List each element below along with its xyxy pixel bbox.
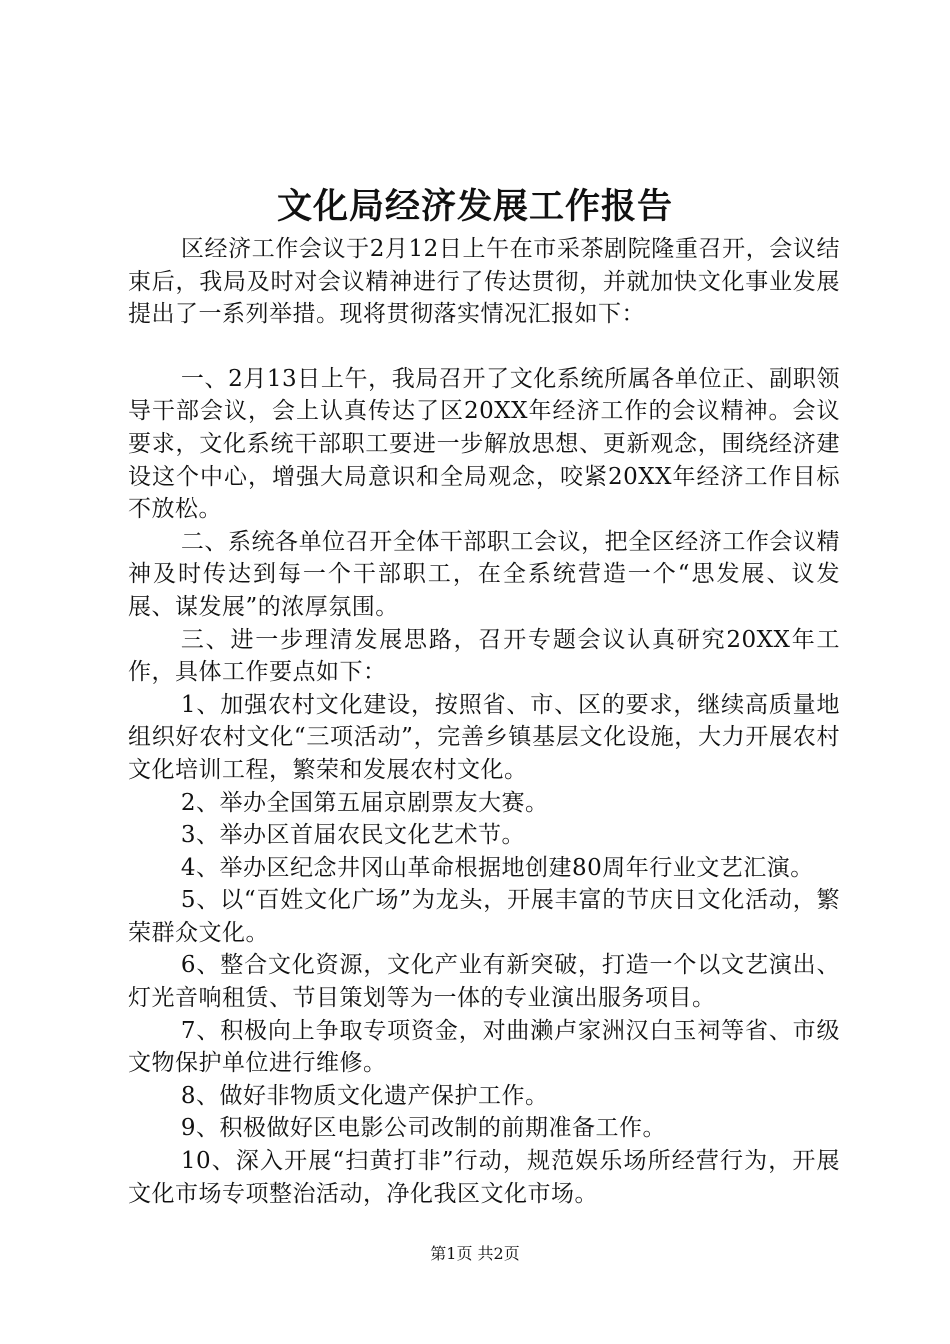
section-one-paragraph: 一、2月13日上午，我局召开了文化系统所属各单位正、副职领导干部会议，会上认真传达了区20XX年经济工作的会议精神。会议要求，文化系统干部职工要进一步解放思想、更新观念，围绕经济建设这个中心，增强大局意识和全局观念，咬紧20XX年经济工作目标不放松。 [128, 365, 840, 523]
document-body [128, 233, 840, 1210]
page-number-footer: 第1页 共2页 [430, 1244, 520, 1263]
work-item-6: 6、整合文化资源，文化产业有新突破，打造一个以文艺演出、灯光音响租赁、节目策划等为一体的专业演出服务项目。 [128, 952, 840, 1012]
work-item-1: 1、加强农村文化建设，按照省、市、区的要求，继续高质量地组织好农村文化“三项活动”，完善乡镇基层文化设施，大力开展农村文化培训工程，繁荣和发展农村文化。 [128, 691, 840, 783]
paragraph-spacer [128, 331, 840, 363]
work-item-10: 10、深入开展“扫黄打非”行动，规范娱乐场所经营行为，开展文化市场专项整治活动，净化我区文化市场。 [128, 1148, 840, 1207]
intro-paragraph: 区经济工作会议于2月12日上午在市采茶剧院隆重召开，会议结束后，我局及时对会议精神进行了传达贯彻，并就加快文化事业发展提出了一系列举措。现将贯彻落实情况汇报如下： [128, 236, 840, 328]
work-item-3: 3、举办区首届农民文化艺术节。 [180, 822, 526, 849]
work-item-9: 9、积极做好区电影公司改制的前期准备工作。 [180, 1115, 667, 1142]
work-item-8: 8、做好非物质文化遗产保护工作。 [180, 1082, 549, 1109]
document-title: 文化局经济发展工作报告 [276, 186, 673, 227]
section-three-paragraph: 三、进一步理清发展思路，召开专题会议认真研究20XX年工作，具体工作要点如下： [128, 626, 840, 686]
work-item-4: 4、举办区纪念井冈山革命根据地创建80周年行业文艺汇演。 [180, 854, 814, 881]
work-item-2: 2、举办全国第五届京剧票友大赛。 [180, 789, 549, 816]
section-two-paragraph: 二、系统各单位召开全体干部职工会议，把全区经济工作会议精神及时传达到每一个干部职工，在全系统营造一个“思发展、议发展、谋发展”的浓厚氛围。 [128, 528, 840, 620]
work-item-5: 5、以“百姓文化广场”为龙头，开展丰富的节庆日文化活动，繁荣群众文化。 [128, 887, 840, 946]
work-item-7: 7、积极向上争取专项资金，对曲濑卢家洲汉白玉祠等省、市级文物保护单位进行维修。 [128, 1017, 840, 1077]
